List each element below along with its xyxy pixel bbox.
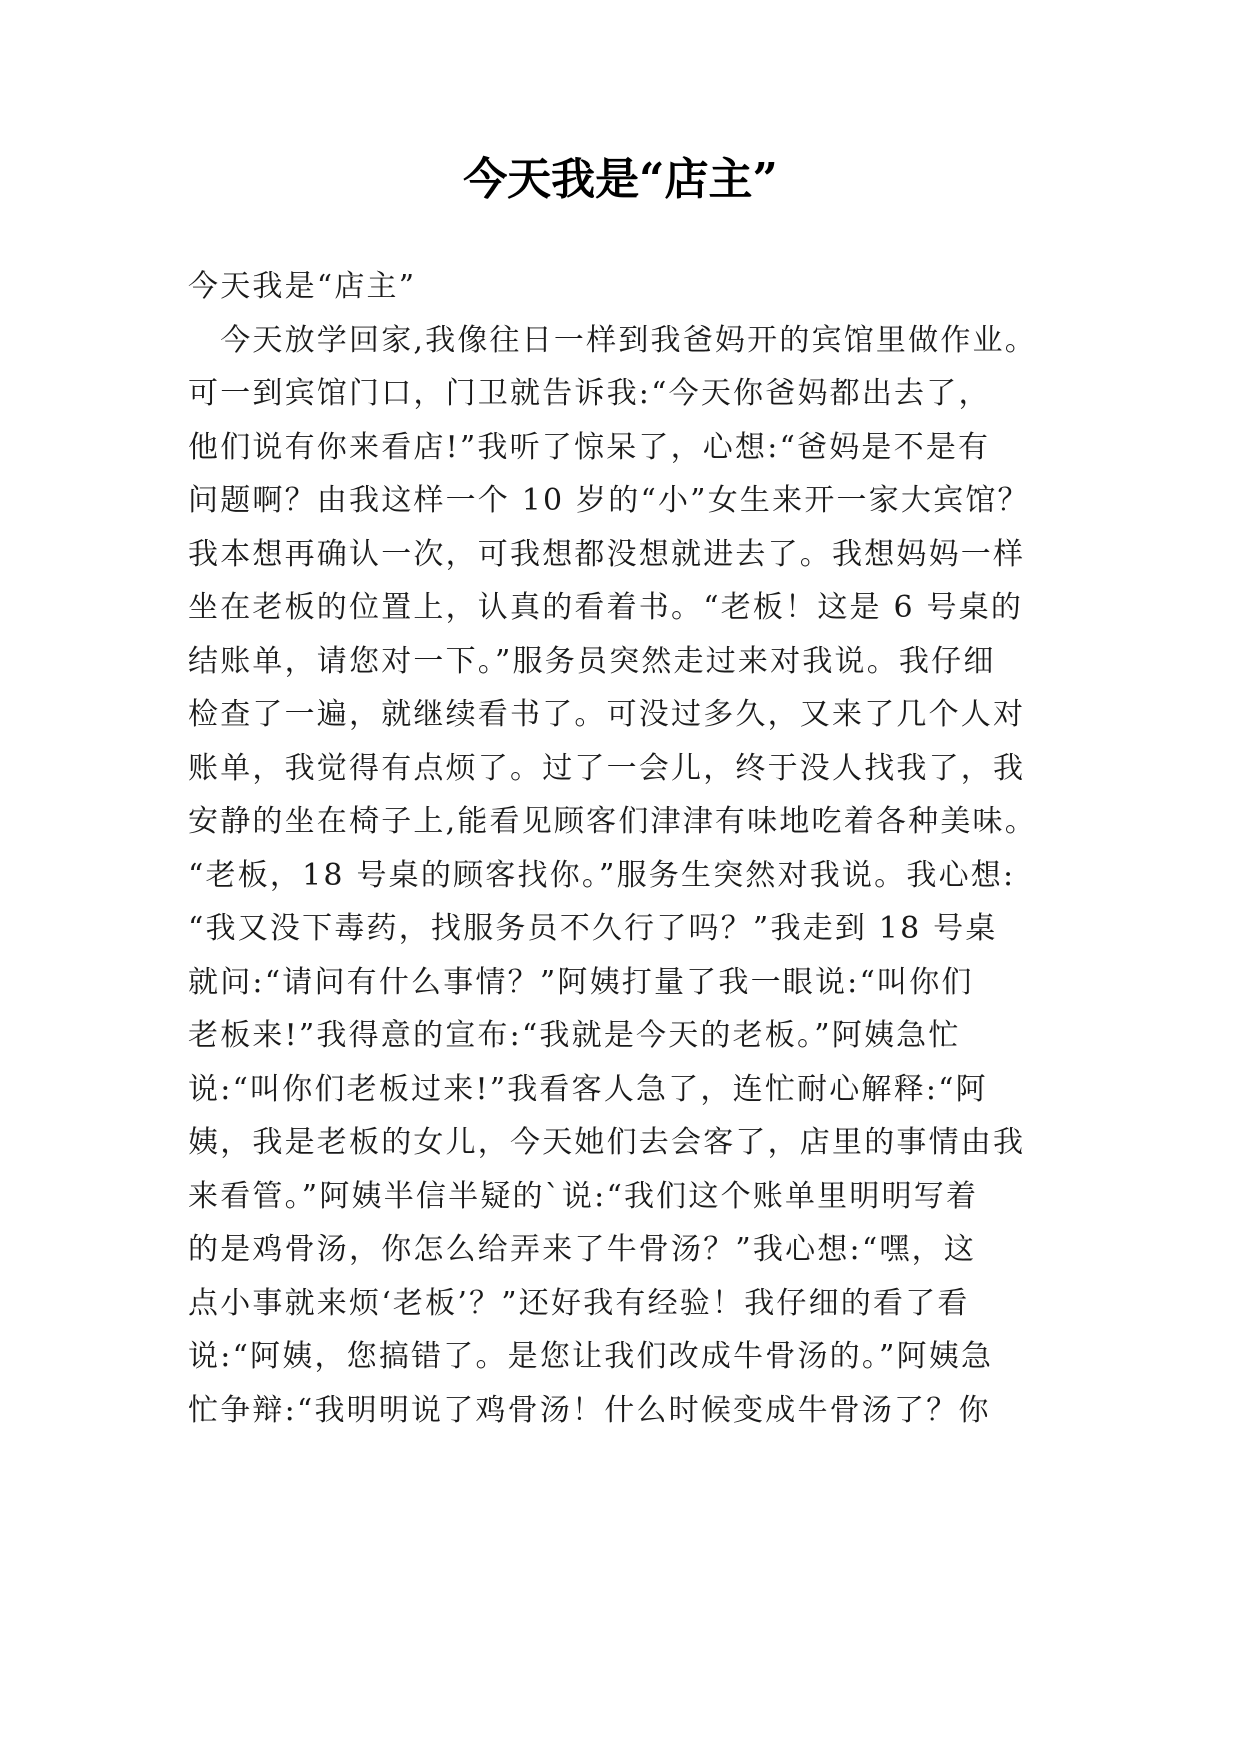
text-line: “老板，18 号桌的顾客找你。”服务生突然对我说。我心想:: [188, 857, 1016, 893]
text-line: 忙争辩:“我明明说了鸡骨汤！什么时候变成牛骨汤了？你: [188, 1392, 991, 1428]
text-line: 结账单，请您对一下。”服务员突然走过来对我说。我仔细: [188, 643, 996, 679]
text-line: 可一到宾馆门口，门卫就告诉我:“今天你爸妈都出去了，: [188, 376, 991, 411]
text-line: 检查了一遍，就继续看书了。可没过多久，又来了几个人对: [188, 697, 1026, 732]
text-line: 说:“阿姨，您搞错了。是您让我们改成牛骨汤的。”阿姨急: [188, 1339, 994, 1374]
text-line: 安静的坐在椅子上,能看见顾客们津津有味地吃着各种美味。: [188, 804, 1037, 839]
text-line: 说:“叫你们老板过来!”我看客人急了，连忙耐心解释:“阿: [188, 1071, 988, 1107]
text-line: 问题啊？由我这样一个 10 岁的“小”女生来开一家大宾馆？: [188, 483, 1030, 518]
text-line: 坐在老板的位置上，认真的看着书。“老板！这是 6 号桌的: [188, 590, 1024, 625]
text-line: 账单，我觉得有点烦了。过了一会儿，终于没人找我了，我: [188, 750, 1026, 786]
document-body: [188, 260, 1088, 1437]
text-line: 老板来!”我得意的宣布:“我就是今天的老板。”阿姨急忙: [188, 1018, 961, 1053]
text-line: 今天我是“店主”: [188, 269, 417, 304]
text-line: 来看管。”阿姨半信半疑的`说:“我们这个账单里明明写着: [188, 1178, 979, 1214]
text-line: 我本想再确认一次，可我想都没想就进去了。我想妈妈一样: [188, 536, 1026, 572]
text-line: 他们说有你来看店!”我听了惊呆了，心想:“爸妈是不是有: [188, 429, 991, 465]
text-line: 姨，我是老板的女儿，今天她们去会客了，店里的事情由我: [188, 1125, 1026, 1160]
text-line: 点小事就来烦‘老板’？”还好我有经验！我仔细的看了看: [188, 1285, 970, 1321]
text-line: “我又没下毒药，找服务员不久行了吗？”我走到 18 号桌: [188, 911, 998, 946]
text-line: 就问:“请问有什么事情？”阿姨打量了我一眼说:“叫你们: [188, 964, 974, 1000]
text-line: 今天放学回家,我像往日一样到我爸妈开的宾馆里做作业。: [188, 322, 1037, 358]
text-line: 的是鸡骨汤，你怎么给弄来了牛骨汤？”我心想:“嘿，这: [188, 1232, 976, 1267]
document-title: 今天我是“店主”: [463, 154, 778, 205]
